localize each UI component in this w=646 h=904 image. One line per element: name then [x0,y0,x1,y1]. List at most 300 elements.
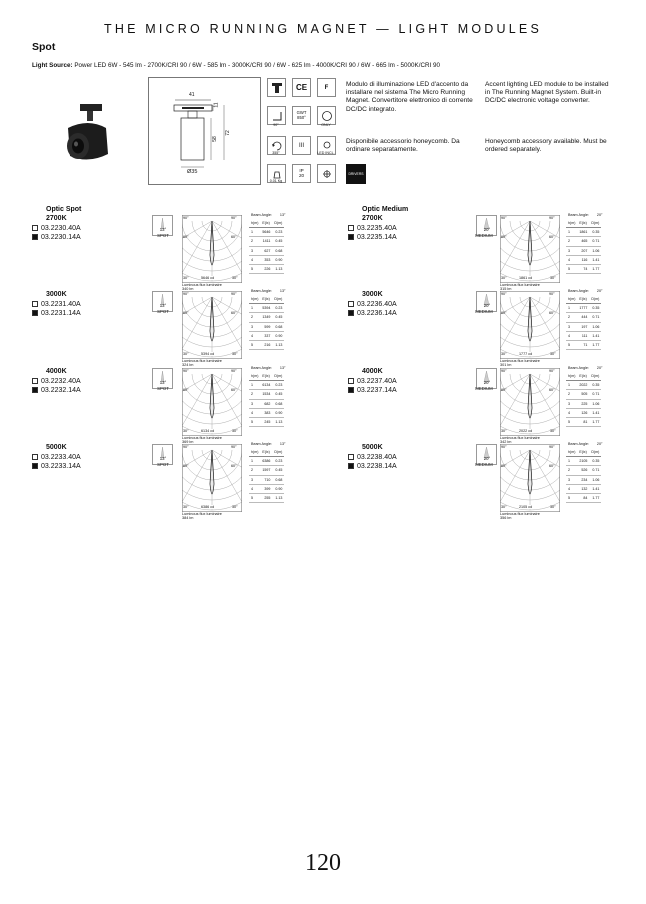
table-cell: 2 [566,466,577,475]
beam-angle-title: Beam Angle: [251,213,272,217]
color-temperature: 2700K [362,215,383,222]
table-cell: 2105 [577,457,589,466]
table-cell: 682 [260,399,272,408]
table-cell: 0.35 [589,381,601,390]
luminous-flux-value: 369 lm [182,440,194,445]
table-cell: 0.35 [589,228,601,237]
table-cell: 4 [566,255,577,264]
table-cell: 234 [577,475,589,484]
table-cell: 0.68 [272,475,284,484]
illuminance-table-grid [249,448,284,503]
product-code-black [32,386,81,395]
polar-label-30-left: 30° [183,352,189,356]
luminous-flux-value: 301 lm [500,363,512,368]
table-cell: 245 [260,417,272,426]
illuminance-table-grid [566,372,601,427]
illuminance-table-grid [249,372,284,427]
table-row [566,255,601,264]
table-cell: 0.23 [272,381,284,390]
table-cell: 3 [249,322,260,331]
beam-angle-header [568,213,603,217]
page-number: 120 [305,850,341,876]
polar-label-90-right: 90° [231,369,237,373]
beam-angle-title: Beam Angle: [568,442,589,446]
table-cell: 1 [249,381,260,390]
luminous-flux-label: Luminous flux luminaire [500,436,540,440]
table-cell: 0.35 [589,457,601,466]
table-row [249,399,284,408]
peak-intensity: 5394 cd [201,352,215,356]
luminous-flux [500,359,540,368]
product-code-text: 03.2231.40A [41,301,81,308]
description-en: Accent lighting LED module to be installed in The Running Magnet System. Built-in DC/DC electronic voltage converter. [485,81,609,105]
table-header-row [566,219,601,228]
table-header-cell: E(lx) [577,295,589,304]
table-row [249,457,284,466]
page-header-title: THE MICRO RUNNING MAGNET — LIGHT MODULES [104,22,542,36]
table-cell: 710 [260,475,272,484]
table-cell: 4 [249,255,260,264]
table-row [249,475,284,484]
polar-label-30-right: 30° [232,352,238,356]
table-row [566,237,601,246]
table-cell: 1.77 [589,493,601,502]
table-cell: 3 [566,322,577,331]
polar-diagram [182,444,242,512]
light-source-line [32,62,440,69]
beam-angle-title: Beam Angle: [251,366,272,370]
illuminance-table-grid [249,295,284,350]
table-cell: 4 [566,331,577,340]
polar-label-30-right: 30° [550,429,556,433]
polar-label-30-left: 30° [183,429,189,433]
table-header-row [249,448,284,457]
table-cell: 2 [249,237,260,246]
color-temperature: 5000K [362,444,383,451]
table-cell: 0.71 [589,466,601,475]
peak-intensity: 5646 cd [201,276,215,280]
beam-type-label: MEDIUM [475,309,493,314]
polar-label-30-left: 30° [501,429,507,433]
table-header-cell: D(m) [589,295,601,304]
polar-label-30-right: 30° [550,505,556,509]
dim-11: 11 [213,102,220,108]
luminous-flux-value: 342 lm [500,440,512,445]
product-code-text: 03.2230.14A [41,234,81,241]
illuminance-table [566,372,601,427]
table-cell: 0.23 [272,457,284,466]
beam-angle-value: 20° [596,213,603,217]
table-header-cell: D(m) [272,219,284,228]
table-row [249,340,284,349]
table-cell: 1.13 [272,417,284,426]
table-cell: 0.45 [272,390,284,399]
table-cell: 444 [577,313,589,322]
product-code-text: 03.2233.14A [41,463,81,470]
luminous-flux-label: Luminous flux luminaire [500,359,540,363]
polar-diagram [182,291,242,359]
table-header-cell: h(m) [566,372,577,381]
black-finish-swatch [32,463,38,469]
polar-label-60-right: 60° [231,311,237,315]
black-finish-swatch [348,387,354,393]
dim-58: 58 [211,136,218,142]
product-code-text: 03.2232.14A [41,387,81,394]
table-cell: 116 [577,255,589,264]
table-header-cell: E(lx) [260,448,272,457]
product-code-text: 03.2235.40A [357,225,397,232]
table-row [566,457,601,466]
table-cell: 1597 [260,466,272,475]
table-cell: 207 [577,246,589,255]
polar-label-60-left: 60° [501,311,507,315]
table-cell: 6134 [260,381,272,390]
spec-block [32,366,302,445]
beam-angle-label: 20° [483,227,491,232]
polar-label-90-left: 90° [183,369,189,373]
luminous-flux [182,512,222,521]
product-code-black [32,309,81,318]
beam-angle-label: 20° [483,380,491,385]
luminous-flux-label: Luminous flux luminaire [182,436,222,440]
polar-label-60-left: 60° [183,235,189,239]
polar-label-90-right: 90° [549,445,555,449]
table-row [566,331,601,340]
polar-label-60-right: 60° [549,235,555,239]
table-header-cell: D(m) [272,448,284,457]
gwt-icon: GWT 850° [292,106,311,125]
table-row [566,417,601,426]
table-cell: 399 [260,484,272,493]
beam-angle-title: Beam Angle: [251,289,272,293]
beam-angle-value: 20° [596,366,603,370]
table-cell: 2 [566,237,577,246]
table-row [566,264,601,273]
table-header-cell: E(lx) [260,295,272,304]
table-cell: 6386 [260,457,272,466]
polar-label-60-left: 60° [501,388,507,392]
table-cell: 1.13 [272,340,284,349]
peak-intensity: 2105 cd [519,505,533,509]
table-header-cell: E(lx) [260,372,272,381]
polar-diagram-grid [500,444,560,512]
beam-angle-label: 13° [159,456,167,461]
table-cell: 132 [577,484,589,493]
product-code-text: 03.2236.40A [357,301,397,308]
color-temperature: 5000K [46,444,67,451]
product-code-text: 03.2230.40A [41,225,81,232]
table-cell: 0.68 [272,322,284,331]
table-row [566,390,601,399]
table-cell: 5 [566,264,577,273]
table-cell: 4 [249,484,260,493]
table-header-row [566,372,601,381]
product-code-black [348,233,397,242]
table-header-cell: h(m) [249,295,260,304]
table-cell: 3 [249,399,260,408]
table-cell: 226 [260,264,272,273]
white-finish-swatch [348,301,354,307]
table-cell: 1411 [260,237,272,246]
black-finish-swatch [348,463,354,469]
table-cell: 1 [249,304,260,313]
peak-intensity: 1861 cd [519,276,533,280]
table-cell: 0.71 [589,237,601,246]
black-finish-swatch [32,310,38,316]
table-cell: 3 [566,246,577,255]
dim-41: 41 [189,92,195,98]
table-row [249,408,284,417]
table-cell: 1 [566,381,577,390]
table-cell: 5 [249,340,260,349]
beam-angle-title: Beam Angle: [251,442,272,446]
table-cell: 5 [566,493,577,502]
product-code-white [348,224,397,233]
product-code-white [348,300,397,309]
table-cell: 1.06 [589,246,601,255]
section-title: Spot [32,41,56,53]
polar-label-30-right: 30° [550,276,556,280]
tilt-90-label: 90° [273,123,279,127]
rotation-355-label: 355° [272,151,280,155]
peak-intensity: 6386 cd [201,505,215,509]
table-cell: 5 [249,264,260,273]
polar-label-90-right: 90° [231,445,237,449]
beam-angle-header [568,366,603,370]
polar-diagram [500,444,560,512]
table-cell: 4 [249,331,260,340]
table-row [249,255,284,264]
dim-72: 72 [224,130,231,136]
table-header-cell: D(m) [272,372,284,381]
polar-diagram [500,368,560,436]
product-code-text: 03.2238.14A [357,463,397,470]
table-cell: 0.90 [272,408,284,417]
beam-angle-value: 13° [279,442,286,446]
table-row [249,304,284,313]
luminous-flux-value: 356 lm [500,516,512,521]
table-row [566,484,601,493]
black-finish-swatch [32,234,38,240]
product-photo [58,102,120,172]
table-cell: 4 [249,408,260,417]
luminous-flux-label: Luminous flux luminaire [500,283,540,287]
polar-label-30-right: 30° [232,429,238,433]
table-row [249,466,284,475]
table-cell: 111 [577,331,589,340]
color-temperature: 2700K [46,215,67,222]
table-cell: 0.90 [272,484,284,493]
light-source-text: Power LED 6W - 545 lm - 2700K/CRI 90 / 6W - 585 lm - 3000K/CRI 90 / 6W - 625 lm - 4000K/CRI 90 / 6W - 665 lm - 5000K/CRI 90 [74,62,441,69]
beam-angle-header [568,289,603,293]
beam-angle-label: 20° [483,303,491,308]
polar-label-60-left: 60° [183,311,189,315]
product-code-text: 03.2237.40A [357,378,397,385]
table-header-cell: D(m) [589,448,601,457]
table-row [249,417,284,426]
product-code-white [32,453,81,462]
illuminance-table [566,295,601,350]
polar-label-30-right: 30° [232,276,238,280]
polar-label-60-right: 60° [231,464,237,468]
polar-label-60-left: 60° [501,464,507,468]
ce-mark-icon: CE [292,78,311,97]
table-cell: 4 [566,408,577,417]
table-cell: 1.41 [589,255,601,264]
polar-label-90-right: 90° [231,292,237,296]
illuminance-table [249,372,284,427]
polar-label-90-right: 90° [549,369,555,373]
table-cell: 4 [566,484,577,493]
table-cell: 1.77 [589,264,601,273]
table-row [566,340,601,349]
white-finish-swatch [32,378,38,384]
table-header-cell: E(lx) [577,448,589,457]
technical-drawing [148,77,261,185]
table-cell: 0.90 [272,331,284,340]
table-cell: 383 [260,408,272,417]
table-cell: 465 [577,237,589,246]
peak-intensity: 2022 cd [519,429,533,433]
table-row [566,475,601,484]
table-cell: 1.77 [589,417,601,426]
spec-block [348,213,618,292]
table-cell: 2 [566,313,577,322]
table-cell: 1 [566,228,577,237]
beam-type-label: MEDIUM [475,386,493,391]
table-cell: 1 [249,228,260,237]
table-row [566,228,601,237]
polar-label-60-left: 60° [501,235,507,239]
table-header-cell: E(lx) [260,219,272,228]
spec-block [32,213,302,292]
table-cell: 5 [566,340,577,349]
table-cell: 1777 [577,304,589,313]
polar-label-90-right: 90° [231,216,237,220]
beam-type-label: SPOT [157,309,169,314]
beam-angle-value: 13° [279,289,286,293]
table-cell: 1.41 [589,408,601,417]
table-cell: 1.13 [272,264,284,273]
table-cell: 2 [249,390,260,399]
polar-label-90-left: 90° [501,369,507,373]
polar-label-60-right: 60° [549,464,555,468]
table-cell: 225 [577,399,589,408]
polar-diagram-grid [182,444,242,512]
polar-diagram-grid [182,291,242,359]
table-cell: 3 [566,475,577,484]
illuminance-table [249,295,284,350]
beam-type-label: MEDIUM [475,233,493,238]
peak-intensity: 6134 cd [201,429,215,433]
table-cell: 2 [566,390,577,399]
table-header-cell: D(m) [589,219,601,228]
table-cell: 0.71 [589,313,601,322]
table-row [566,408,601,417]
table-row [566,246,601,255]
polar-diagram-grid [500,215,560,283]
ip-label: IP [299,167,304,173]
table-cell: 353 [260,255,272,264]
luminous-flux [182,359,222,368]
polar-label-90-left: 90° [183,292,189,296]
white-finish-swatch [32,454,38,460]
table-header-cell: h(m) [566,219,577,228]
table-cell: 3 [249,475,260,484]
white-finish-swatch [348,225,354,231]
product-code-white [348,377,397,386]
table-cell: 1.06 [589,322,601,331]
polar-diagram [500,215,560,283]
illuminance-table-grid [566,219,601,274]
polar-diagram [182,215,242,283]
polar-label-30-left: 30° [501,505,507,509]
only-label: ONLY [321,123,331,127]
table-header-cell: D(m) [272,295,284,304]
polar-label-30-left: 30° [501,352,507,356]
product-code-text: 03.2237.14A [357,387,397,394]
ip-rating-icon [292,164,311,183]
beam-angle-title: Beam Angle: [568,366,589,370]
table-cell: 2 [249,313,260,322]
description-it: Modulo di illuminazione LED d'accento da installare nel sistema The Micro Running Magnet. Convertitore elettronico di corrente DC/DC integrato. [346,81,473,113]
table-cell: 0.68 [272,246,284,255]
table-cell: 1.41 [589,484,601,493]
product-code-black [348,386,397,395]
product-code-black [348,462,397,471]
table-row [566,399,601,408]
polar-label-90-left: 90° [501,216,507,220]
table-cell: 0.71 [589,390,601,399]
polar-label-30-right: 30° [550,352,556,356]
table-cell: 1.41 [589,331,601,340]
color-temperature: 4000K [46,368,67,375]
white-finish-swatch [32,301,38,307]
table-cell: 3 [566,399,577,408]
accessory-it: Disponibile accessorio honeycomb. Da ordinare separatamente. [346,138,460,154]
table-header-cell: E(lx) [577,372,589,381]
table-cell: 599 [260,322,272,331]
illuminance-table [566,219,601,274]
table-row [249,493,284,502]
beam-angle-label: 20° [483,456,491,461]
beam-angle-header [251,213,286,217]
beam-angle-header [568,442,603,446]
table-row [249,246,284,255]
illuminance-table [249,448,284,503]
product-code-white [348,453,397,462]
table-header-row [566,448,601,457]
luminous-flux-value: 324 lm [182,363,194,368]
product-code-text: 03.2238.40A [357,454,397,461]
beam-angle-value: 13° [279,366,286,370]
illuminance-table-grid [566,295,601,350]
luminous-flux-value: 315 lm [500,287,512,292]
polar-label-30-left: 30° [501,276,507,280]
table-cell: 0.35 [589,304,601,313]
table-row [249,228,284,237]
beam-angle-header [251,442,286,446]
optic-medium-heading: Optic Medium [362,206,409,213]
table-row [249,390,284,399]
product-code-white [32,300,81,309]
drivers-logo: DRIVERS [346,164,366,184]
table-header-row [249,372,284,381]
dimmable-icon [317,164,336,183]
table-cell: 337 [260,331,272,340]
table-cell: 0.45 [272,237,284,246]
polar-label-90-left: 90° [183,445,189,449]
